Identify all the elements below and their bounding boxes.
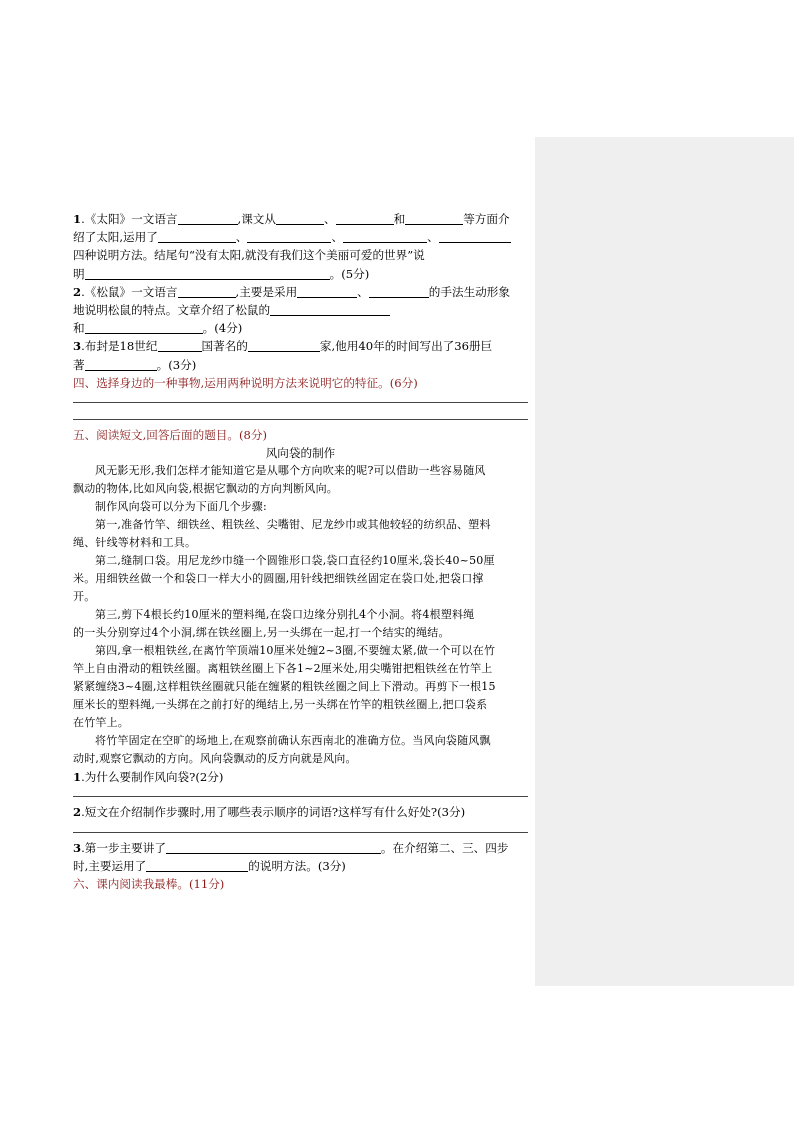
passage-line: 竿上自由滑动的粗铁丝圈。离粗铁丝圈上下各1~2厘米处,用尖嘴钳把粗铁丝在竹竿上 [73,662,493,676]
q1-text: 和 [393,212,406,226]
q2-line-3 [73,319,528,337]
q3-line-1 [73,337,528,355]
blank[interactable] [178,285,236,298]
document-body [73,210,528,893]
section-4-heading: 四、选择身边的一种事物,运用两种说明方法来说明它的特征。(6分) [73,375,418,390]
q1-line-4 [73,265,528,283]
blank[interactable] [166,841,381,854]
reading-q3-text: 的说明方法。(3分) [248,858,346,873]
q2-line-2 [73,301,528,319]
blank[interactable] [158,230,236,243]
blank[interactable] [85,267,330,280]
q3-text: 。(3分) [156,357,197,372]
q1-text: 、 [331,230,344,245]
passage-title: 风向袋的制作 [265,446,336,461]
blank[interactable] [85,321,203,334]
passage-line: 开。 [73,590,96,604]
q2-text: ,主要是采用 [235,284,298,299]
passage-line: 第一,准备竹竿、细铁丝、粗铁丝、尖嘴钳、尼龙纱巾或其他较轻的纺织品、塑料 [95,518,491,532]
q1-text: 等方面介 [463,212,510,226]
q2-text: 地说明松鼠的特点。文章介绍了松鼠的 [73,302,271,317]
q1-text: ,课文从 [237,212,276,226]
reading-q3-text: .第一步主要讲了 [81,840,166,855]
answer-line[interactable] [73,786,528,797]
blank[interactable] [247,230,331,243]
answer-line[interactable] [73,409,528,420]
q1-line-2 [73,228,528,246]
blank[interactable] [270,303,390,316]
passage-line: 第四,拿一根粗铁丝,在离竹竿顶端10厘米处缠2~3圈,不要缠太紧,做一个可以在竹 [95,644,496,658]
blank[interactable] [297,285,357,298]
passage-line: 在竹竿上。 [73,716,129,730]
q2-line-1 [73,283,528,301]
q3-text: 国著名的 [201,339,248,354]
q1-line-3: 四种说明方法。结尾句“没有太阳,就没有我们这个美丽可爱的世界”说 [73,248,425,263]
reading-q2 [73,803,528,821]
q3-text: .布封是18世纪 [81,339,158,354]
answer-line[interactable] [73,822,528,833]
passage-line: 制作风向袋可以分为下面几个步骤: [95,500,267,514]
blank[interactable] [178,212,238,225]
blank[interactable] [85,358,157,371]
blank[interactable] [439,230,511,243]
reading-q3-line-2 [73,857,528,875]
reading-q3-text: 。在介绍第二、三、四步 [380,840,509,855]
passage-line: 米。用细铁丝做一个和袋口一样大小的圆圈,用针线把细铁丝固定在袋口处,把袋口撑 [73,572,484,586]
reading-q2-number: 2 [73,805,82,820]
q1-text: 、 [427,230,439,245]
q1-text: 。(5分) [329,266,370,281]
q3-text: 著 [73,357,85,372]
blank[interactable] [369,285,429,298]
passage-line: 将竹竿固定在空旷的场地上,在观察前确认东西南北的准确方位。当风向袋随风飘 [95,734,491,748]
answer-line[interactable] [73,392,528,403]
comment-pane [535,137,794,986]
q2-text: 。(4分) [202,321,243,336]
blank[interactable] [343,230,427,243]
passage-line: 紧紧缠绕3~4圈,这样粗铁丝圈就只能在缠紧的粗铁丝圈之间上下滑动。再剪下一根15 [73,680,496,694]
blank[interactable] [158,339,202,352]
passage-line: 第三,剪下4根长约10厘米的塑料绳,在袋口边缘分别扎4个小洞。将4根塑料绳 [95,608,475,622]
blank[interactable] [146,859,248,872]
section-5-heading: 五、阅读短文,回答后面的题目。(8分) [73,427,268,442]
q2-number: 2 [73,284,82,299]
q2-text: 、 [357,284,369,299]
q1-text: .《太阳》一文语言 [81,212,178,226]
reading-q3-line-1 [73,839,528,857]
passage-line: 厘米长的塑料绳,一头绑在之前打好的绳结上,另一头绑在竹竿的粗铁丝圈上,把口袋系 [73,698,488,712]
reading-q1-number: 1 [73,770,82,785]
q1-text: 明 [73,266,85,281]
section-6-heading: 六、课内阅读我最棒。(11分) [73,877,225,891]
q3-text: 家,他用40年的时间写出了36册巨 [319,339,493,354]
passage-line: 绳、针线等材料和工具。 [73,536,197,550]
blank[interactable] [248,339,320,352]
reading-q1 [73,768,528,786]
passage-line: 飘动的物体,比如风向袋,根据它飘动的方向判断风向。 [73,482,338,496]
q1-number: 1 [73,212,82,226]
reading-q3-text: 时,主要运用了 [73,858,147,873]
q1-text: 、 [235,230,248,245]
q2-text: .《松鼠》一文语言 [81,284,178,299]
blank[interactable] [405,212,463,225]
reading-q1-text: .为什么要制作风向袋?(2分) [81,770,224,785]
reading-q3-number: 3 [73,840,82,855]
q2-text: 和 [73,321,85,336]
passage-line: 第二,缝制口袋。用尼龙纱巾缝一个圆锥形口袋,袋口直径约10厘米,袋长40~50厘 [95,554,495,568]
q3-line-2 [73,356,528,374]
passage-line: 动时,观察它飘动的方向。风向袋飘动的反方向就是风向。 [73,752,357,766]
reading-q2-text: .短文在介绍制作步骤时,用了哪些表示顺序的词语?这样写有什么好处?(3分) [81,805,466,820]
q1-text: 绍了太阳,运用了 [73,230,158,245]
passage [73,462,528,768]
q1-text: 、 [323,212,336,226]
passage-line: 风无影无形,我们怎样才能知道它是从哪个方向吹来的呢?可以借助一些容易随风 [95,464,486,478]
blank[interactable] [336,212,394,225]
q2-text: 的手法生动形象 [428,284,510,299]
blank[interactable] [276,212,324,225]
q1-line-1 [73,210,528,228]
passage-line: 的一头分别穿过4个小洞,绑在铁丝圈上,另一头绑在一起,打一个结实的绳结。 [73,626,450,640]
q3-number: 3 [73,339,82,354]
